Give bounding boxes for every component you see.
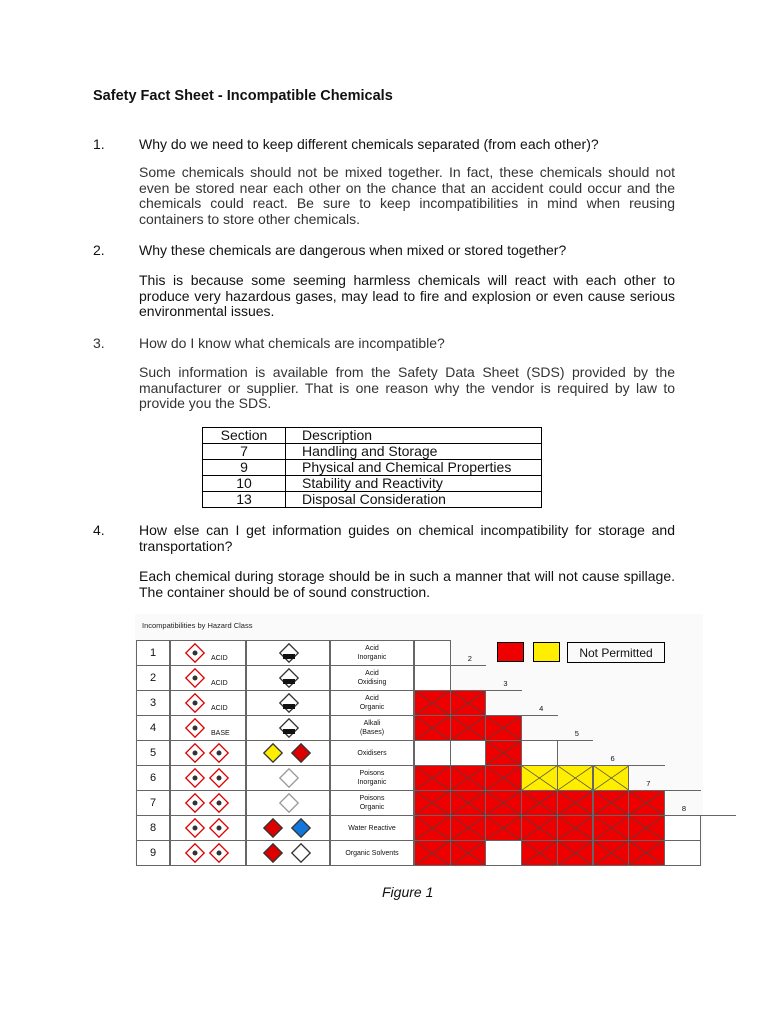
matrix-cell-caution	[557, 765, 594, 791]
matrix-cell-not-permitted	[628, 840, 665, 866]
matrix-cell-not-permitted	[593, 790, 630, 816]
matrix-cell-not-permitted	[521, 790, 558, 816]
matrix-cell-not-permitted	[414, 765, 451, 791]
table-cell-description: Stability and Reactivity	[286, 476, 542, 492]
table-row	[203, 476, 542, 492]
table-row	[203, 492, 542, 508]
table-cell-description: Disposal Consideration	[286, 492, 542, 508]
ghs-pictogram-cell	[170, 640, 246, 666]
pictogram-label: ACID	[211, 680, 228, 687]
column-number: 6	[610, 754, 615, 763]
legend-not-permitted-label: Not Permitted	[567, 642, 665, 663]
matrix-cell-not-permitted	[521, 840, 558, 866]
table-header-description: Description	[286, 428, 542, 444]
hazard-class-label: Poisons Organic	[330, 790, 414, 816]
figure-caption: Figure 1	[382, 884, 434, 900]
matrix-cell-not-permitted	[593, 815, 630, 841]
matrix-cell-not-permitted	[485, 715, 522, 741]
matrix-cell-not-permitted	[485, 815, 522, 841]
table-cell-section: 13	[203, 492, 286, 508]
transport-placard-cell	[246, 640, 330, 666]
matrix-diagonal-cell	[557, 740, 594, 766]
question-number-1: 1.	[93, 136, 105, 152]
matrix-cell-not-permitted	[628, 790, 665, 816]
table-header-row	[203, 428, 542, 444]
matrix-cell-permitted	[414, 640, 451, 666]
table-cell-section: 9	[203, 460, 286, 476]
matrix-cell-permitted	[521, 740, 558, 766]
ghs-pictogram-cell	[170, 690, 246, 716]
table-header-section: Section	[203, 428, 286, 444]
matrix-cell-permitted	[485, 840, 522, 866]
matrix-cell-not-permitted	[450, 840, 487, 866]
pictogram-label: ACID	[211, 655, 228, 662]
matrix-cell-not-permitted	[628, 815, 665, 841]
matrix-diagonal-cell	[700, 815, 737, 841]
transport-placard-cell	[246, 665, 330, 691]
table-row	[203, 460, 542, 476]
column-number: 3	[503, 679, 508, 688]
matrix-cell-not-permitted	[485, 765, 522, 791]
hazard-class-label: Acid Organic	[330, 690, 414, 716]
table-cell-section: 7	[203, 444, 286, 460]
matrix-cell-permitted	[450, 740, 487, 766]
transport-placard-cell	[246, 740, 330, 766]
matrix-cell-not-permitted	[414, 815, 451, 841]
hazard-class-label: Oxidisers	[330, 740, 414, 766]
transport-placard-cell	[246, 690, 330, 716]
row-number: 1	[136, 640, 170, 666]
matrix-cell-caution	[521, 765, 558, 791]
hazard-class-label: Acid Inorganic	[330, 640, 414, 666]
row-number: 7	[136, 790, 170, 816]
answer-2: This is because some seeming harmless chemicals will react with each other to produce very hazardous gases, may lead to fire and explosion or even cause serious environmental issues.	[139, 272, 675, 319]
row-number: 9	[136, 840, 170, 866]
matrix-cell-not-permitted	[557, 790, 594, 816]
matrix-cell-not-permitted	[450, 790, 487, 816]
hazard-class-label: Alkali (Bases)	[330, 715, 414, 741]
row-number: 2	[136, 665, 170, 691]
matrix-cell-permitted	[414, 740, 451, 766]
matrix-cell-caution	[593, 765, 630, 791]
table-cell-description: Physical and Chemical Properties	[286, 460, 542, 476]
transport-placard-cell	[246, 715, 330, 741]
page-title: Safety Fact Sheet - Incompatible Chemicals	[93, 88, 393, 104]
question-number-4: 4.	[93, 522, 105, 538]
matrix-cell-not-permitted	[557, 815, 594, 841]
figure-title: Incompatibilities by Hazard Class	[142, 621, 253, 630]
legend-caution-swatch	[533, 642, 560, 662]
matrix-cell-not-permitted	[414, 840, 451, 866]
hazard-class-label: Acid Oxidising	[330, 665, 414, 691]
answer-4: Each chemical during storage should be in such a manner that will not cause spillage. The container should be of sound construction.	[139, 568, 675, 600]
row-number: 6	[136, 765, 170, 791]
matrix-cell-not-permitted	[485, 790, 522, 816]
matrix-cell-not-permitted	[450, 815, 487, 841]
pictogram-label: ACID	[211, 705, 228, 712]
row-number: 3	[136, 690, 170, 716]
matrix-cell-not-permitted	[414, 690, 451, 716]
answer-1: Some chemicals should not be mixed together. In fact, these chemicals should not even be stored near each other on the chance that an accident could occur and the chemicals could react. Be sure to keep incompatibilities in mind when reusing containers to store other chemicals.	[139, 164, 675, 227]
matrix-diagonal-cell	[485, 690, 522, 716]
matrix-cell-not-permitted	[521, 815, 558, 841]
column-number: 5	[574, 729, 579, 738]
matrix-cell-not-permitted	[450, 765, 487, 791]
matrix-cell-not-permitted	[557, 840, 594, 866]
question-4: How else can I get information guides on chemical incompatibility for storage and transportation?	[139, 522, 675, 554]
matrix-diagonal-cell	[450, 665, 487, 691]
ghs-pictogram-cell	[170, 815, 246, 841]
sds-section-table	[202, 427, 542, 508]
hazard-class-label: Poisons Inorganic	[330, 765, 414, 791]
ghs-pictogram-cell	[170, 790, 246, 816]
transport-placard-cell	[246, 815, 330, 841]
ghs-pictogram-cell	[170, 840, 246, 866]
row-number: 5	[136, 740, 170, 766]
matrix-diagonal-cell	[521, 715, 558, 741]
transport-placard-cell	[246, 790, 330, 816]
matrix-cell-not-permitted	[450, 715, 487, 741]
hazard-class-label: Water Reactive	[330, 815, 414, 841]
transport-placard-cell	[246, 765, 330, 791]
question-number-3: 3.	[93, 335, 105, 351]
question-number-2: 2.	[93, 242, 105, 258]
matrix-cell-not-permitted	[450, 690, 487, 716]
matrix-cell-permitted	[664, 840, 701, 866]
question-2: Why these chemicals are dangerous when mixed or stored together?	[139, 242, 567, 258]
table-cell-section: 10	[203, 476, 286, 492]
transport-placard-cell	[246, 840, 330, 866]
ghs-pictogram-cell	[170, 665, 246, 691]
column-number: 7	[646, 779, 651, 788]
table-row	[203, 444, 542, 460]
row-number: 8	[136, 815, 170, 841]
table-cell-description: Handling and Storage	[286, 444, 542, 460]
matrix-cell-not-permitted	[485, 740, 522, 766]
matrix-cell-not-permitted	[593, 840, 630, 866]
ghs-pictogram-cell	[170, 740, 246, 766]
hazard-class-label: Organic Solvents	[330, 840, 414, 866]
ghs-pictogram-cell	[170, 715, 246, 741]
matrix-cell-not-permitted	[414, 715, 451, 741]
column-number: 2	[467, 654, 472, 663]
row-number: 4	[136, 715, 170, 741]
column-number: 4	[539, 704, 544, 713]
question-3: How do I know what chemicals are incompatible?	[139, 335, 445, 351]
column-number: 8	[681, 804, 687, 813]
answer-3: Such information is available from the Safety Data Sheet (SDS) provided by the manufacturer or supplier. That is one reason why the vendor is required by law to provide you the SDS.	[139, 364, 675, 411]
pictogram-label: BASE	[211, 730, 230, 737]
legend-not-permitted-swatch	[497, 642, 524, 662]
matrix-cell-permitted	[414, 665, 451, 691]
matrix-cell-not-permitted	[414, 790, 451, 816]
question-1: Why do we need to keep different chemicals separated (from each other)?	[139, 136, 599, 152]
matrix-cell-permitted	[664, 815, 701, 841]
ghs-pictogram-cell	[170, 765, 246, 791]
